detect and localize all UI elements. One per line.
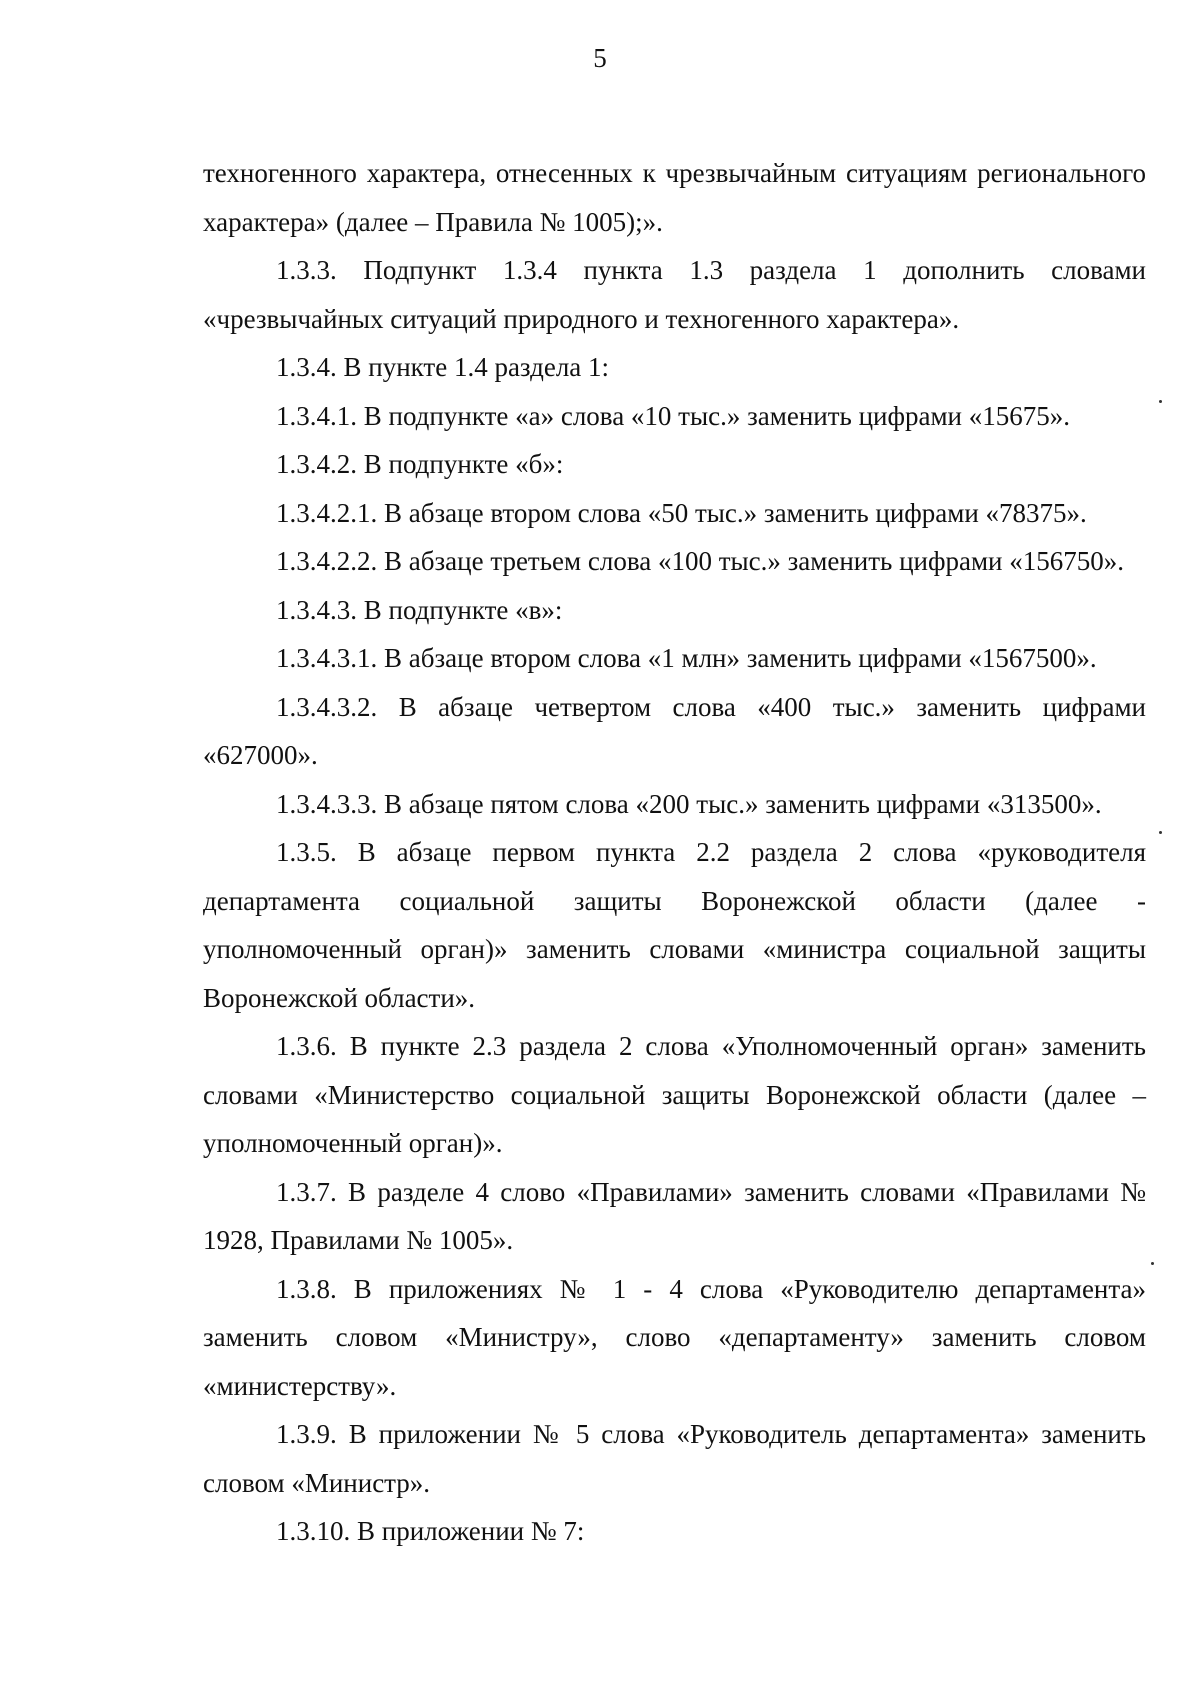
paragraph-1-3-8: 1.3.8. В приложениях № 1 - 4 слова «Руководителю департамента» заменить словом «Министру», слово «департаменту» заменить словом «министерству». [203, 1273, 1146, 1401]
paragraph-1-3-4-3-3: 1.3.4.3.3. В абзаце пятом слова «200 тыс.» заменить цифрами «313500». [276, 788, 1102, 819]
paragraph-1-3-6: 1.3.6. В пункте 2.3 раздела 2 слова «Уполномоченный орган» заменить словами «Министерство социальной защиты Воронежской области (далее – уполномоченный орган)». [203, 1031, 1146, 1158]
scan-speck [1159, 400, 1162, 403]
page-number: 5 [593, 43, 607, 73]
paragraph-1-3-4-3-1: 1.3.4.3.1. В абзаце втором слова «1 млн» заменить цифрами «1567500». [276, 643, 1097, 673]
paragraph-1-3-4-2: 1.3.4.2. В подпункте «б»: [276, 449, 564, 479]
paragraph-1-3-5: 1.3.5. В абзаце первом пункта 2.2 раздела 2 слова «руководителя департамента социальной защиты Воронежской области (далее - уполномоченный орган)» заменить словами «министра социальной защиты Воронежской области». [203, 837, 1146, 1013]
paragraph-continuation: техногенного характера, отнесенных к чрезвычайным ситуациям регионального характера» (далее – Правила № 1005);». [203, 158, 1146, 237]
paragraph-1-3-4-3-2: 1.3.4.3.2. В абзаце четвертом слова «400 тыс.» заменить цифрами «627000». [203, 691, 1146, 770]
paragraph-1-3-9: 1.3.9. В приложении № 5 слова «Руководитель департамента» заменить словом «Министр». [203, 1419, 1146, 1498]
scan-speck [1151, 1262, 1154, 1265]
paragraph-1-3-4-3: 1.3.4.3. В подпункте «в»: [276, 594, 563, 625]
paragraph-1-3-3: 1.3.3. Подпункт 1.3.4 пункта 1.3 раздела 1 дополнить словами «чрезвычайных ситуаций природного и техногенного характера». [203, 255, 1146, 334]
paragraph-1-3-4-2-1: 1.3.4.2.1. В абзаце втором слова «50 тыс.» заменить цифрами «78375». [276, 497, 1087, 528]
paragraph-1-3-10: 1.3.10. В приложении № 7: [276, 1516, 585, 1546]
paragraph-1-3-4: 1.3.4. В пункте 1.4 раздела 1: [276, 352, 610, 382]
paragraph-1-3-7: 1.3.7. В разделе 4 слово «Правилами» заменить словами «Правилами № 1928, Правилами № 1005». [203, 1176, 1146, 1255]
scan-speck [1159, 831, 1162, 834]
paragraph-1-3-4-2-2: 1.3.4.2.2. В абзаце третьем слова «100 тыс.» заменить цифрами «156750». [276, 546, 1125, 576]
document-body [203, 149, 1146, 1556]
paragraph-1-3-4-1: 1.3.4.1. В подпункте «а» слова «10 тыс.» заменить цифрами «15675». [276, 400, 1070, 431]
